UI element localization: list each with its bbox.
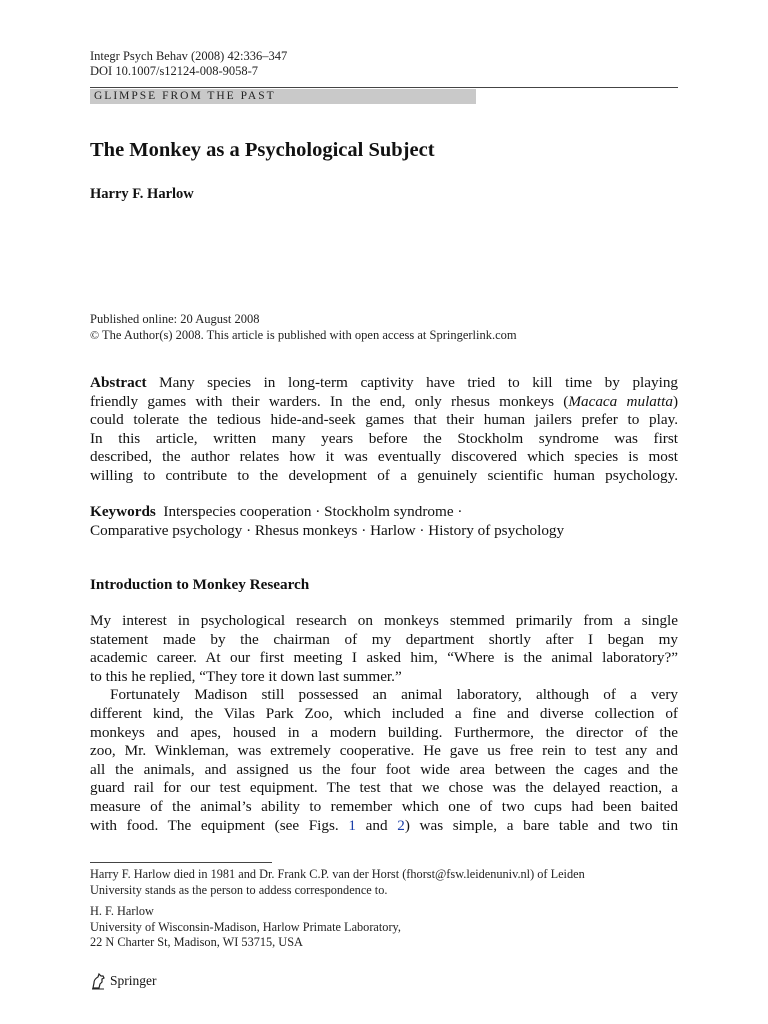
header-rule bbox=[90, 87, 678, 88]
footnote-line: Harry F. Harlow died in 1981 and Dr. Frank C.P. van der Horst (fhorst@fsw.leidenuniv.nl) of Leiden bbox=[90, 867, 585, 881]
footnote bbox=[90, 866, 678, 898]
publisher-name: Springer bbox=[110, 973, 157, 988]
species-name: Macaca mulatta bbox=[568, 392, 673, 410]
keywords-line: Comparative psychology · Rhesus monkeys · Harlow · History of psychology bbox=[90, 521, 565, 539]
copyright-text: The Author(s) 2008. This article is published with open access at Springerlink.com bbox=[102, 328, 517, 342]
keywords bbox=[90, 503, 678, 540]
body-line: statement made by the chairman of my department shortly after I began my bbox=[90, 630, 678, 648]
abstract-line: In this article, written many years before the Stockholm syndrome was first bbox=[90, 429, 678, 447]
article-title: The Monkey as a Psychological Subject bbox=[90, 139, 435, 161]
figure-1-link[interactable]: 1 bbox=[348, 816, 356, 834]
abstract bbox=[90, 374, 678, 486]
body-line: measure of the animal’s ability to remember which one of two cups had been baited bbox=[90, 797, 678, 815]
springer-horse-icon bbox=[90, 972, 106, 990]
abstract-label: Abstract bbox=[90, 374, 147, 391]
journal-header bbox=[90, 49, 287, 79]
copyright-line bbox=[90, 327, 517, 343]
body-line: zoo, Mr. Winkleman, was extremely cooperative. He gave us free rein to test any and bbox=[90, 742, 678, 760]
affiliation-address: 22 N Charter St, Madison, WI 53715, USA bbox=[90, 935, 303, 949]
body-line: Fortunately Madison still possessed an animal laboratory, although of a very bbox=[110, 686, 678, 704]
body-line: My interest in psychological research on monkeys stemmed primarily from a single bbox=[90, 612, 678, 629]
journal-citation: Integr Psych Behav (2008) 42:336–347 bbox=[90, 49, 288, 63]
article-author: Harry F. Harlow bbox=[90, 186, 194, 202]
keywords-line: Keywords Interspecies cooperation · Stockholm syndrome · bbox=[90, 503, 463, 520]
body-line: guard rail for our test equipment. The test that we chose was the delayed reaction, a bbox=[90, 779, 678, 797]
body-line: all the animals, and assigned us the four foot wide area between the cages and the bbox=[90, 760, 678, 778]
intro-body bbox=[90, 612, 678, 835]
copyright-symbol: © bbox=[90, 328, 100, 342]
keywords-label: Keywords bbox=[90, 503, 156, 520]
affiliation-name: H. F. Harlow bbox=[90, 904, 154, 918]
published-date: Published online: 20 August 2008 bbox=[90, 312, 260, 326]
section-heading: Introduction to Monkey Research bbox=[90, 576, 310, 593]
abstract-line: could tolerate the tedious hide-and-seek games that their human jailers prefer to play. bbox=[90, 411, 678, 429]
publisher-logo bbox=[90, 972, 157, 990]
abstract-line: willing to contribute to the development of a genuinely scientific human psychology. bbox=[90, 466, 678, 484]
abstract-line: friendly games with their warders. In the end, only rhesus monkeys (Macaca mulatta) bbox=[90, 392, 678, 410]
body-line: different kind, the Vilas Park Zoo, which included a fine and diverse collection of bbox=[90, 704, 678, 722]
figure-2-link[interactable]: 2 bbox=[397, 816, 405, 834]
section-label: GLIMPSE FROM THE PAST bbox=[90, 89, 476, 104]
abstract-line: described, the author relates how it was eventually discovered which species is most bbox=[90, 448, 678, 466]
author-affiliation bbox=[90, 904, 401, 951]
abstract-line: Abstract Many species in long-term captivity have tried to kill time by playing bbox=[90, 374, 678, 391]
publication-info bbox=[90, 311, 517, 343]
body-line: academic career. At our first meeting I asked him, “Where is the animal laboratory?” bbox=[90, 649, 678, 667]
body-line: with food. The equipment (see Figs. 1 and 2) was simple, a bare table and two tin bbox=[90, 816, 678, 834]
affiliation-org: University of Wisconsin-Madison, Harlow Primate Laboratory, bbox=[90, 919, 401, 934]
footnote-rule bbox=[90, 862, 272, 863]
body-line: monkeys and apes, housed in a modern building. Furthermore, the director of the bbox=[90, 723, 678, 741]
footnote-line: University stands as the person to addess correspondence to. bbox=[90, 883, 388, 897]
doi[interactable]: DOI 10.1007/s12124-008-9058-7 bbox=[90, 64, 259, 78]
body-line: to this he replied, “They tore it down last summer.” bbox=[90, 667, 402, 685]
